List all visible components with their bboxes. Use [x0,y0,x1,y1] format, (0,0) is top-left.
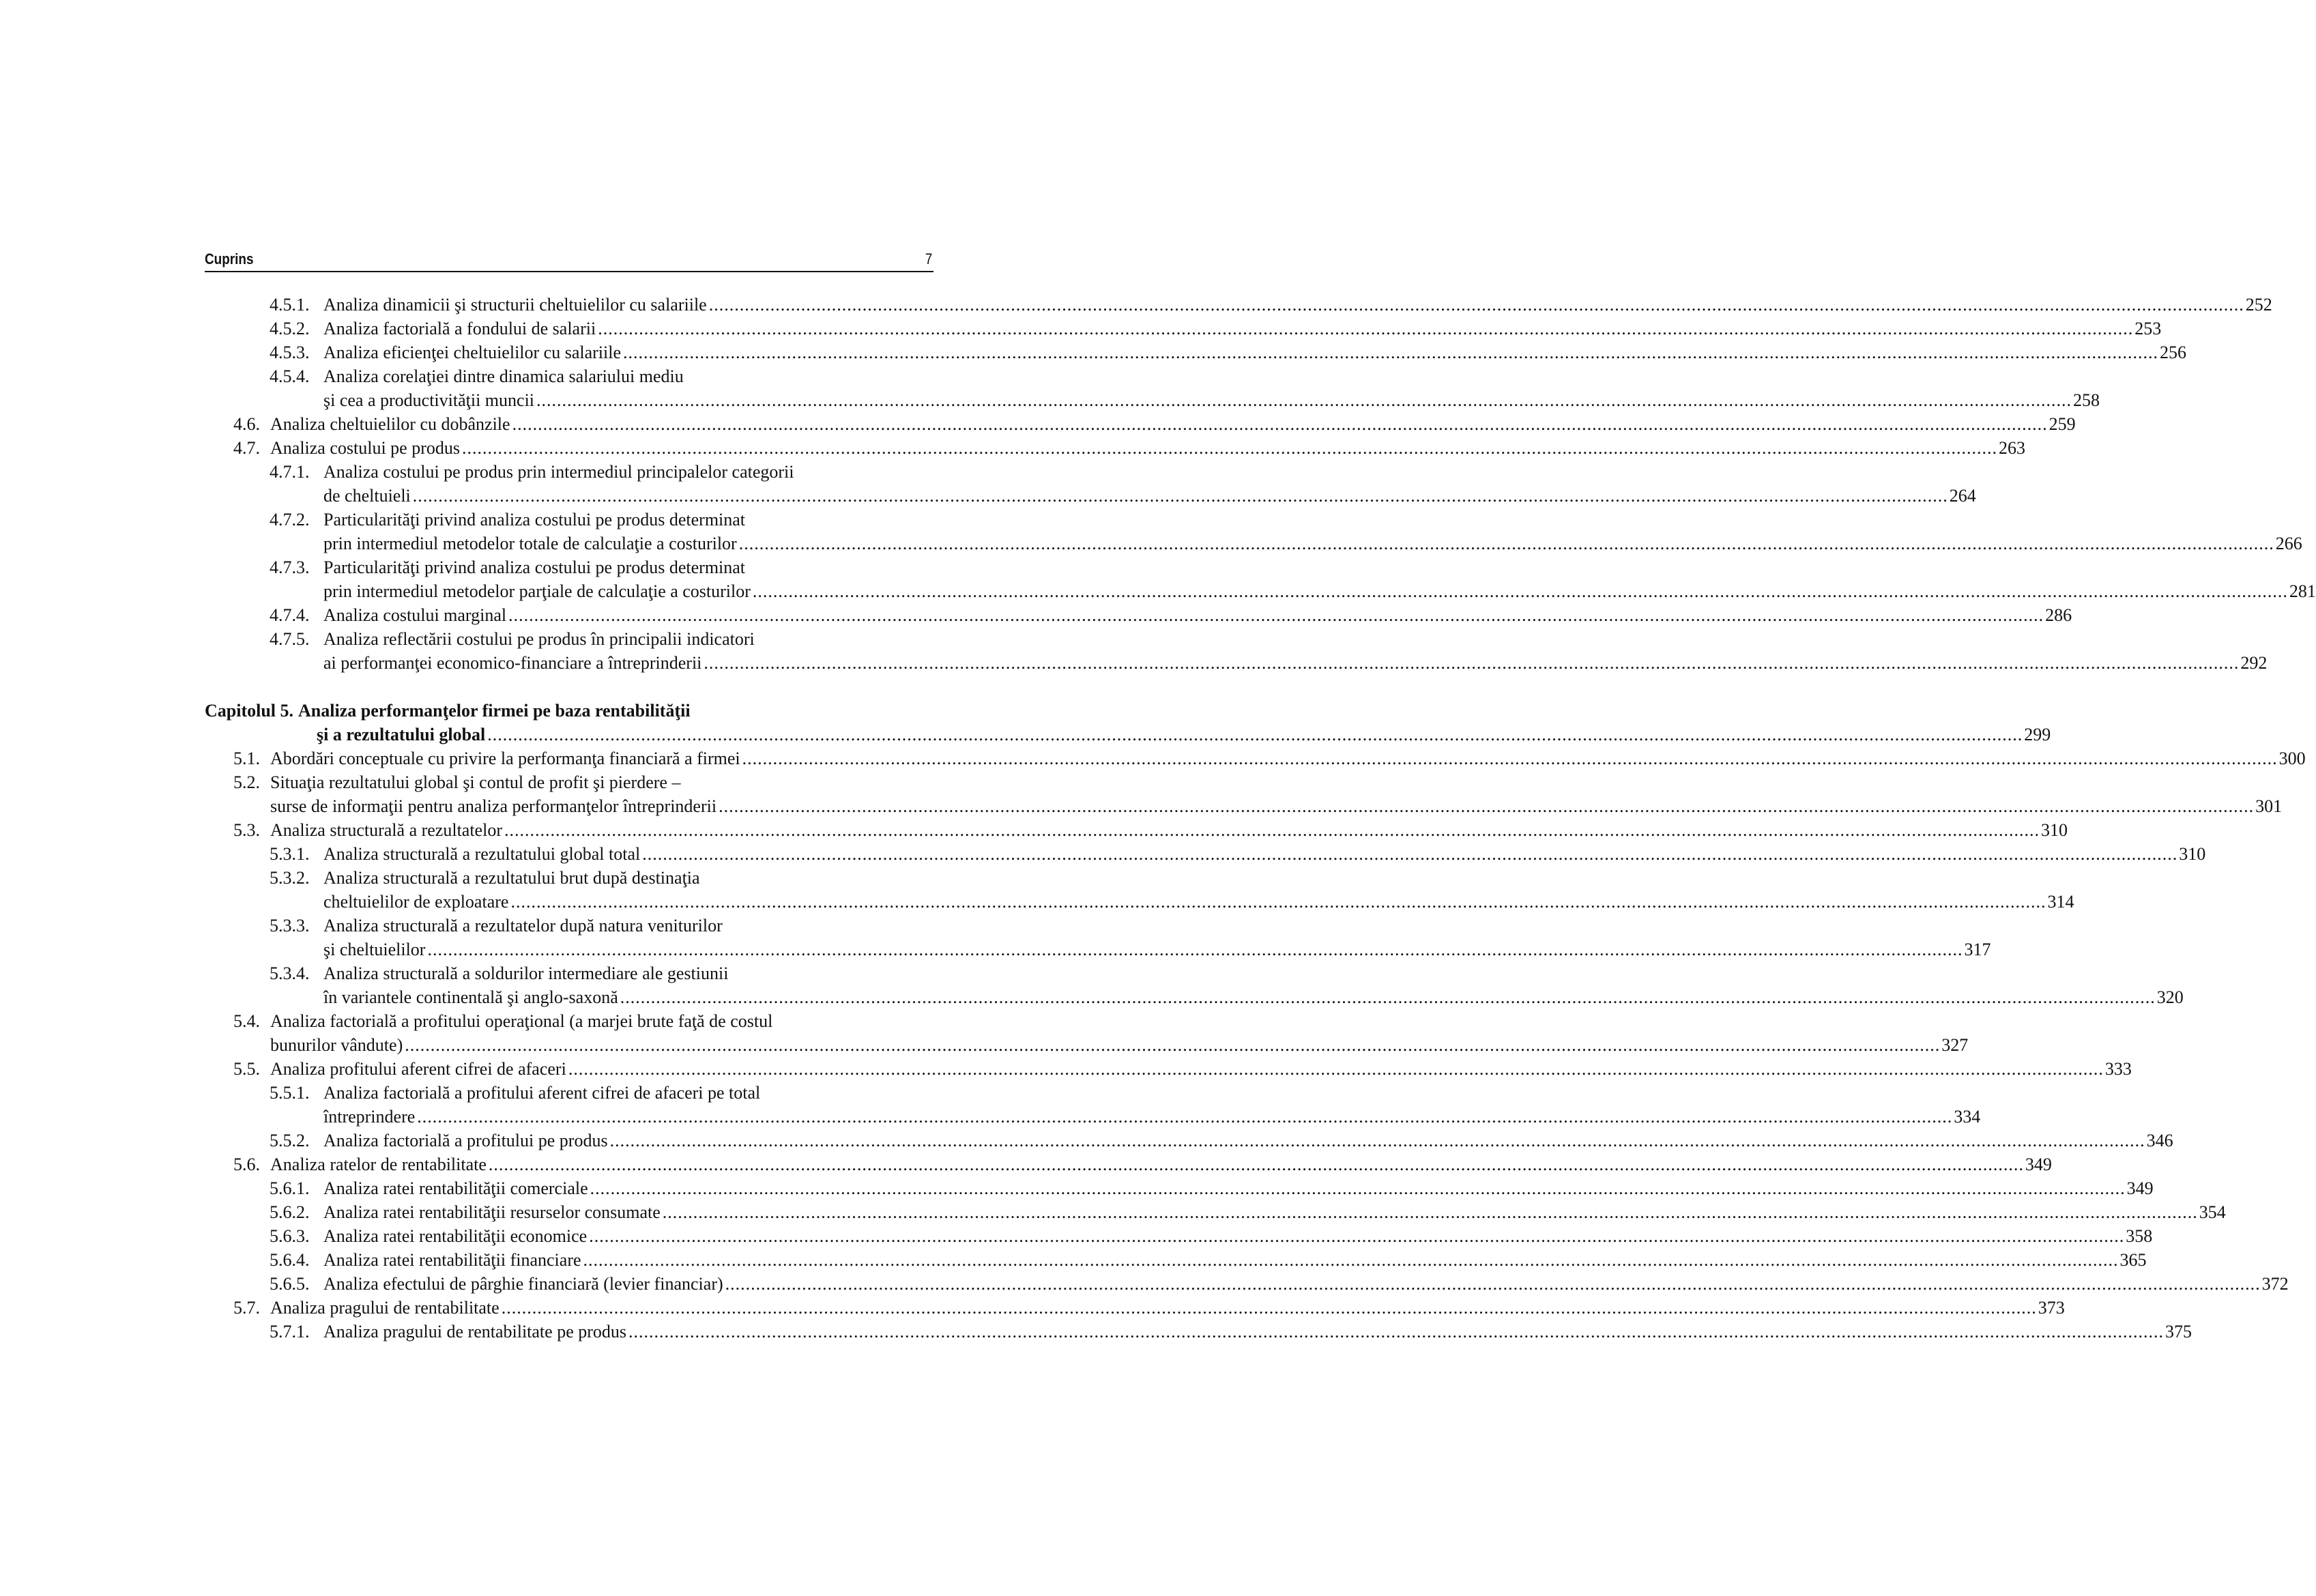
toc-page-number: 259 [2049,414,2076,434]
toc-entry[interactable] [205,603,2072,627]
toc-entry[interactable] [205,1272,2289,1296]
toc-line [205,1296,2065,1320]
toc-title: Analiza ratei rentabilităţii resurselor consumate [323,1202,661,1222]
toc-page-number: 358 [2126,1226,2153,1246]
toc-entry[interactable] [205,317,2162,340]
toc-title: Analiza structurală a rezultatelor după natura veniturilor [323,916,723,935]
toc-page-number: 281 [2289,581,2316,601]
toc-entry[interactable] [205,1224,2153,1248]
toc-line [205,1320,2192,1344]
toc-entry[interactable] [205,508,2302,555]
toc-page-number: 314 [2047,892,2074,912]
toc-line [205,1105,1981,1129]
toc-title: şi cea a productivităţii muncii [323,390,535,410]
toc-entry[interactable] [205,866,2074,914]
toc-line [205,436,2025,460]
toc-number: 5.7. [233,1298,260,1318]
toc-line [205,961,933,985]
toc-entry[interactable] [205,293,2272,317]
toc-title: cheltuielilor de exploatare [323,892,509,912]
toc-line [205,579,2316,603]
toc-number: 5.6.2. [270,1202,310,1222]
toc-title: Analiza ratelor de rentabilitate [270,1155,487,1174]
toc-page-number: 349 [2126,1178,2154,1198]
toc-title: Analiza costului pe produs prin intermediul principalelor categorii [323,462,794,482]
dot-leader: ............................................................................................................................................................................................................................................................................................................ [417,1107,1953,1127]
dot-leader: ............................................................................................................................................................................................................................................................................................................ [589,1226,2125,1246]
dot-leader: ............................................................................................................................................................................................................................................................................................................ [583,1250,2119,1270]
toc-entry[interactable] [205,961,2184,1009]
toc-title: prin intermediul metodelor totale de calculaţie a costurilor [323,534,737,553]
toc-title: Analiza pragului de rentabilitate pe produs [323,1322,627,1341]
toc-line [205,1224,2153,1248]
toc-page-number: 300 [2278,749,2306,768]
toc-line [205,914,933,938]
toc-number: 5.3.2. [270,868,310,888]
toc-number: 5.6.1. [270,1178,310,1198]
toc-entry[interactable] [205,340,2187,364]
toc-title: întreprindere [323,1107,416,1127]
toc-title: Particularităţi privind analiza costului pe produs determinat [323,557,746,577]
toc-entry[interactable] [205,1248,2147,1272]
toc-number: 5.7.1. [270,1322,310,1341]
toc-page-number: 373 [2038,1298,2065,1318]
toc-line [205,890,2074,914]
dot-leader: ............................................................................................................................................................................................................................................................................................................ [708,295,2244,315]
dot-leader: ............................................................................................................................................................................................................................................................................................................ [742,749,2278,768]
toc-line [205,340,2187,364]
dot-leader: ............................................................................................................................................................................................................................................................................................................ [628,1322,2165,1341]
toc-entry[interactable] [205,770,2283,818]
toc-number: 5.5.1. [270,1083,310,1103]
dot-leader: ............................................................................................................................................................................................................................................................................................................ [412,486,1948,506]
toc-title: Analiza factorială a profitului pe produs [323,1131,608,1150]
dot-leader: ............................................................................................................................................................................................................................................................................................................ [642,844,2178,864]
toc-title: Abordări conceptuale cu privire la performanţa financiară a firmei [270,749,740,768]
toc-page-number: 258 [2073,390,2100,410]
toc-page-number: 286 [2045,605,2072,625]
toc-title: Analiza factorială a profitului operaţional (a marjei brute faţă de costul [270,1011,773,1031]
toc-number: 5.4. [233,1011,260,1031]
toc-line [205,723,2051,746]
toc-entry[interactable] [205,1200,2226,1224]
toc-line [205,746,2306,770]
toc-page-number: 310 [2179,844,2206,864]
toc-line [205,1248,2147,1272]
toc-number: 5.6.3. [270,1226,310,1246]
toc-line [205,484,1976,508]
toc-page-number: 264 [1949,486,1976,506]
dot-leader: ............................................................................................................................................................................................................................................................................................................ [719,796,2255,816]
toc-title: Particularităţi privind analiza costului pe produs determinat [323,510,746,529]
toc-title: de cheltuieli [323,486,411,506]
dot-leader: ............................................................................................................................................................................................................................................................................................................ [504,820,2040,840]
toc-line [205,985,2184,1009]
toc-number: 5.6.5. [270,1274,310,1294]
toc-page-number: 310 [2040,820,2068,840]
toc-title: Analiza ratei rentabilităţii financiare [323,1250,581,1270]
toc-title: Analiza efectului de pârghie financiară (levier financiar) [323,1274,723,1294]
toc-line [205,603,2072,627]
toc-number: 5.5.2. [270,1131,310,1150]
toc-entry[interactable] [205,842,2206,866]
toc-title: în variantele continentală şi anglo-saxonă [323,987,618,1007]
dot-leader: ............................................................................................................................................................................................................................................................................................................ [512,414,2048,434]
toc-number: 5.3. [233,820,260,840]
dot-leader: ............................................................................................................................................................................................................................................................................................................ [510,892,2046,912]
toc-number: 4.5.2. [270,319,310,338]
toc-page-number: 346 [2146,1131,2173,1150]
dot-leader: ............................................................................................................................................................................................................................................................................................................ [536,390,2072,410]
dot-leader: ............................................................................................................................................................................................................................................................................................................ [623,343,2159,362]
dot-leader: ............................................................................................................................................................................................................................................................................................................ [405,1035,1941,1055]
toc-page-number: 334 [1954,1107,1981,1127]
toc-title: ai performanţei economico-financiare a întreprinderii [323,653,702,673]
toc-number: 4.5.1. [270,295,310,315]
toc-title: Analiza performanţelor firmei pe baza rentabilităţii [298,701,691,721]
toc-line [205,770,933,794]
toc-title: Situaţia rezultatului global şi contul de profit şi pierdere – [270,772,681,792]
toc-line [205,627,933,651]
toc-number: 4.7.2. [270,510,310,529]
toc-line [205,388,2100,412]
toc-line [205,1033,1969,1057]
toc-page-number: 354 [2199,1202,2226,1222]
toc-number: 5.5. [233,1059,260,1079]
toc-number: 5.3.3. [270,916,310,935]
toc-line [205,651,2268,675]
toc-number: 4.5.3. [270,343,310,362]
toc-title: Analiza dinamicii şi structurii cheltuielilor cu salariile [323,295,707,315]
toc-title: Analiza structurală a rezultatului global total [323,844,641,864]
toc-line [205,317,2162,340]
toc-page-number: 263 [1999,438,2025,458]
toc-page-number: 317 [1964,940,1991,959]
toc-number: 5.6.4. [270,1250,310,1270]
toc-title: surse de informaţii pentru analiza performanţelor întreprinderii [270,796,717,816]
toc-page-number: 266 [2275,534,2302,553]
toc-page-number: 375 [2165,1322,2192,1341]
toc-entry[interactable] [205,1320,2192,1344]
toc-number: Capitolul 5. [205,701,294,721]
toc-title: Analiza costului pe produs [270,438,460,458]
toc-page-number: 292 [2240,653,2268,673]
toc-entry[interactable] [205,1081,1981,1129]
toc-entry[interactable] [205,1129,2173,1152]
toc-page-number: 372 [2261,1274,2289,1294]
dot-leader: ............................................................................................................................................................................................................................................................................................................ [462,438,1997,458]
toc-page-number: 320 [2156,987,2184,1007]
toc-title: prin intermediul metodelor parţiale de calculaţie a costurilor [323,581,751,601]
toc-number: 4.5.4. [270,366,310,386]
toc-number: 5.3.4. [270,963,310,983]
toc-line [205,532,2302,555]
page-number: 7 [925,250,932,267]
toc-page-number: 327 [1941,1035,1969,1055]
toc-line [205,412,2076,436]
toc-line [205,1057,2132,1081]
table-of-contents [205,293,2316,1344]
toc-title: Analiza profitului aferent cifrei de afaceri [270,1059,566,1079]
dot-leader: ............................................................................................................................................................................................................................................................................................................ [609,1131,2145,1150]
dot-leader: ............................................................................................................................................................................................................................................................................................................ [568,1059,2104,1079]
dot-leader: ............................................................................................................................................................................................................................................................................................................ [704,653,2240,673]
dot-leader: ............................................................................................................................................................................................................................................................................................................ [620,987,2156,1007]
toc-entry[interactable] [205,1152,2052,1176]
toc-page-number: 333 [2104,1059,2132,1079]
dot-leader: ............................................................................................................................................................................................................................................................................................................ [725,1274,2261,1294]
toc-title: Analiza structurală a rezultatului brut după destinaţia [323,868,700,888]
toc-title: Analiza ratei rentabilităţii comerciale [323,1178,588,1198]
toc-number: 4.6. [233,414,260,434]
toc-line [205,1081,933,1105]
dot-leader: ............................................................................................................................................................................................................................................................................................................ [590,1178,2126,1198]
toc-line [205,460,933,484]
toc-entry[interactable] [205,555,2316,603]
toc-title: Analiza reflectării costului pe produs în principalii indicatori [323,629,755,649]
toc-title: Analiza structurală a soldurilor intermediare ale gestiunii [323,963,729,983]
toc-number: 5.6. [233,1155,260,1174]
toc-page-number: 256 [2160,343,2187,362]
toc-number: 5.1. [233,749,260,768]
toc-line [205,938,1991,961]
header-title: Cuprins [205,250,254,267]
toc-line [205,1009,933,1033]
toc-title: Analiza pragului de rentabilitate [270,1298,500,1318]
dot-leader: ............................................................................................................................................................................................................................................................................................................ [738,534,2274,553]
toc-number: 4.7.3. [270,557,310,577]
toc-page-number: 365 [2119,1250,2147,1270]
toc-entry[interactable] [205,412,2076,436]
toc-entry[interactable] [205,1009,1969,1057]
toc-chapter[interactable] [205,699,2051,746]
dot-leader: ............................................................................................................................................................................................................................................................................................................ [488,1155,2024,1174]
toc-entry[interactable] [205,436,2025,460]
toc-line [205,794,2283,818]
toc-line [205,293,2272,317]
toc-number: 4.7.1. [270,462,310,482]
toc-number: 5.2. [233,772,260,792]
toc-line [205,1152,2052,1176]
toc-title: Analiza factorială a fondului de salarii [323,319,596,338]
dot-leader: ............................................................................................................................................................................................................................................................................................................ [752,581,2288,601]
toc-entry[interactable] [205,1057,2132,1081]
toc-page-number: 299 [2024,725,2051,744]
toc-title: Analiza cheltuielilor cu dobânzile [270,414,510,434]
toc-number: 4.7.4. [270,605,310,625]
toc-page-number: 301 [2255,796,2283,816]
toc-line [205,1176,2154,1200]
dot-leader: ............................................................................................................................................................................................................................................................................................................ [501,1298,2037,1318]
toc-title: Analiza factorială a profitului aferent cifrei de afaceri pe total [323,1083,761,1103]
toc-title: şi cheltuielilor [323,940,426,959]
dot-leader: ............................................................................................................................................................................................................................................................................................................ [427,940,1963,959]
toc-title: Analiza corelaţiei dintre dinamica salariului mediu [323,366,684,386]
toc-entry[interactable] [205,364,2100,412]
toc-line [205,364,933,388]
toc-line [205,1129,2173,1152]
toc-title: bunurilor vândute) [270,1035,403,1055]
toc-title: Analiza costului marginal [323,605,507,625]
toc-number: 5.3.1. [270,844,310,864]
toc-title: Analiza structurală a rezultatelor [270,820,502,840]
toc-line [205,818,2068,842]
running-header [205,248,933,272]
toc-page-number: 349 [2025,1155,2052,1174]
toc-line [205,508,933,532]
toc-line [205,866,933,890]
toc-title: şi a rezultatului global [317,725,486,744]
toc-title: Analiza eficienţei cheltuielilor cu salariile [323,343,622,362]
dot-leader: ............................................................................................................................................................................................................................................................................................................ [662,1202,2198,1222]
toc-entry[interactable] [205,460,1976,508]
toc-entry[interactable] [205,1176,2154,1200]
toc-line [205,1272,2289,1296]
toc-title: Analiza ratei rentabilităţii economice [323,1226,588,1246]
toc-line [205,555,933,579]
toc-entry[interactable] [205,627,2268,675]
dot-leader: ............................................................................................................................................................................................................................................................................................................ [487,725,2023,744]
dot-leader: ............................................................................................................................................................................................................................................................................................................ [508,605,2044,625]
toc-number: 4.7.5. [270,629,310,649]
spacer [205,675,933,699]
toc-number: 4.7. [233,438,260,458]
toc-entry[interactable] [205,818,2068,842]
toc-line [205,1200,2226,1224]
toc-entry[interactable] [205,914,1991,961]
toc-line [205,699,933,723]
toc-entry[interactable] [205,1296,2065,1320]
toc-page-number: 252 [2245,295,2272,315]
toc-page-number: 253 [2134,319,2162,338]
toc-entry[interactable] [205,746,2306,770]
toc-line [205,842,2206,866]
dot-leader: ............................................................................................................................................................................................................................................................................................................ [598,319,2134,338]
